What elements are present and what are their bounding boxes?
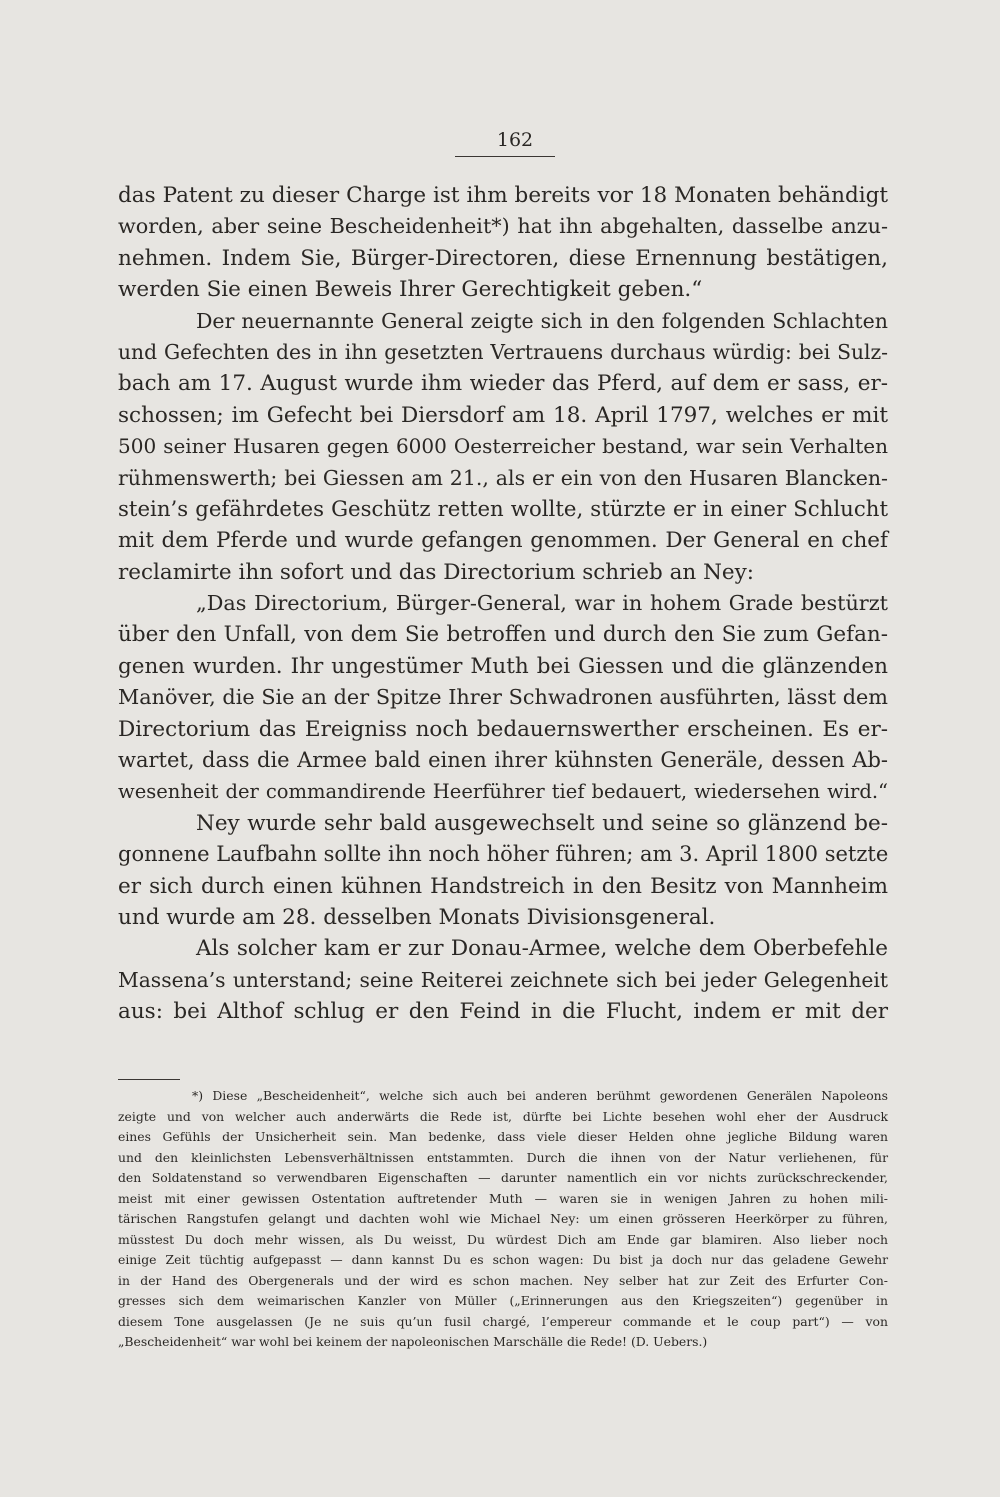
body-line: mit dem Pferde und wurde gefangen genommen. Der General en chef (118, 528, 888, 554)
body-text (118, 180, 888, 1028)
body-line: „Das Directorium, Bürger-General, war in hohem Grade bestürzt (196, 591, 888, 616)
body-line: gonnene Laufbahn sollte ihn noch höher führen; am 3. April 1800 setzte (118, 842, 889, 867)
body-line: er sich durch einen kühnen Handstreich in den Besitz von Mannheim (118, 873, 888, 899)
footnote-line: zeigte und von welcher auch anderwärts die Rede ist, dürfte bei Lichte besehen wohl eher der Ausdruck (118, 1108, 888, 1124)
body-line: rühmenswerth; bei Giessen am 21., als er ein von den Husaren Blancken- (118, 465, 888, 490)
body-line: über den Unfall, von dem Sie betroffen und durch den Sie zum Gefan- (118, 622, 888, 648)
body-line: und Gefechten des in ihn gesetzten Vertrauens durchaus würdig: bei Sulz- (118, 339, 888, 364)
body-line: das Patent zu dieser Charge ist ihm bereits vor 18 Monaten behändigt (118, 183, 888, 208)
footnote-line: „Bescheidenheit“ war wohl bei keinem der napoleonischen Marschälle die Rede! (D. Uebers.) (118, 1334, 708, 1349)
body-line: Als solcher kam er zur Donau-Armee, welche dem Oberbefehle (196, 936, 888, 962)
footnote-line: tärischen Rangstufen gelangt und dachten wohl wie Michael Ney: um einen grösseren Heerkörper zu führen, (118, 1211, 888, 1226)
footnote-line: meist mit einer gewissen Ostentation auftretender Muth — waren sie in wenigen Jahren zu hohen mili- (118, 1190, 888, 1206)
body-line: wartet, dass die Armee bald einen ihrer kühnsten Generäle, dessen Ab- (118, 748, 888, 773)
footnote-line: in der Hand des Obergenerals und der wird es schon machen. Ney selber hat zur Zeit des Erfurter Con- (118, 1272, 888, 1288)
body-line: stein’s gefährdetes Geschütz retten wollte, stürzte er in einer Schlucht (118, 496, 888, 522)
page-number-rule (455, 156, 555, 157)
body-line: genen wurden. Ihr ungestümer Muth bei Giessen und die glänzenden (118, 653, 888, 679)
footnote-line: und den kleinlichsten Lebensverhältnissen entstammten. Durch die ihnen von der Natur verliehenen, für (118, 1149, 888, 1165)
body-line: werden Sie einen Beweis Ihrer Gerechtigkeit geben.“ (118, 277, 703, 303)
body-line: nehmen. Indem Sie, Bürger-Directoren, diese Ernennung bestätigen, (118, 245, 888, 271)
body-line: Ney wurde sehr bald ausgewechselt und seine so glänzend be- (196, 810, 888, 836)
footnote-line: einige Zeit tüchtig aufgepasst — dann kannst Du es schon wagen: Du bist ja doch nur das geladene Gewehr (118, 1252, 888, 1267)
footnote-line: diesem Tone ausgelassen (Je ne suis qu’un fusil chargé, l’empereur commande et le coup part“) — von (118, 1313, 888, 1329)
body-line: 500 seiner Husaren gegen 6000 Oesterreicher bestand, war sein Verhalten (118, 434, 888, 459)
page-number: 162 (496, 129, 534, 151)
body-line: wesenheit der commandirende Heerführer tief bedauert, wiedersehen wird.“ (118, 780, 888, 804)
body-line: Massena’s unterstand; seine Reiterei zeichnete sich bei jeder Gelegenheit (118, 967, 888, 992)
footnote (118, 1086, 888, 1353)
body-line: Der neuernannte General zeigte sich in den folgenden Schlachten (196, 308, 888, 333)
body-line: Manöver, die Sie an der Spitze Ihrer Schwadronen ausführten, lässt dem (118, 685, 888, 710)
body-line: worden, aber seine Bescheidenheit*) hat ihn abgehalten, dasselbe anzu- (118, 214, 888, 239)
footnote-line: eines Gefühls der Unsicherheit sein. Man bedenke, dass viele dieser Helden ohne jegliche Bildung waren (118, 1129, 888, 1144)
footnote-line: *) Diese „Bescheidenheit“, welche sich auch bei anderen berühmt gewordenen Generälen Napoleons (192, 1088, 888, 1103)
footnote-line: müsstest Du doch mehr wissen, als Du weisst, Du würdest Dich am Ende gar blamiren. Also lieber noch (118, 1231, 888, 1247)
footnote-line: gresses sich dem weimarischen Kanzler von Müller („Erinnerungen aus den Kriegszeiten“) gegenüber in (118, 1293, 888, 1308)
footnote-line: den Soldatenstand so verwendbaren Eigenschaften — darunter namentlich ein vor nichts zurückschreckender, (118, 1170, 888, 1185)
body-line: schossen; im Gefecht bei Diersdorf am 18. April 1797, welches er mit (118, 402, 888, 428)
body-line: aus: bei Althof schlug er den Feind in die Flucht, indem er mit der (118, 999, 888, 1025)
body-line: und wurde am 28. desselben Monats Divisionsgeneral. (118, 904, 716, 930)
footnote-rule (118, 1079, 180, 1080)
body-line: bach am 17. August wurde ihm wieder das Pferd, auf dem er sass, er- (118, 371, 888, 397)
body-line: Directorium das Ereigniss noch bedauernswerther erscheinen. Es er- (118, 716, 888, 742)
body-line: reclamirte ihn sofort und das Directorium schrieb an Ney: (118, 559, 755, 585)
